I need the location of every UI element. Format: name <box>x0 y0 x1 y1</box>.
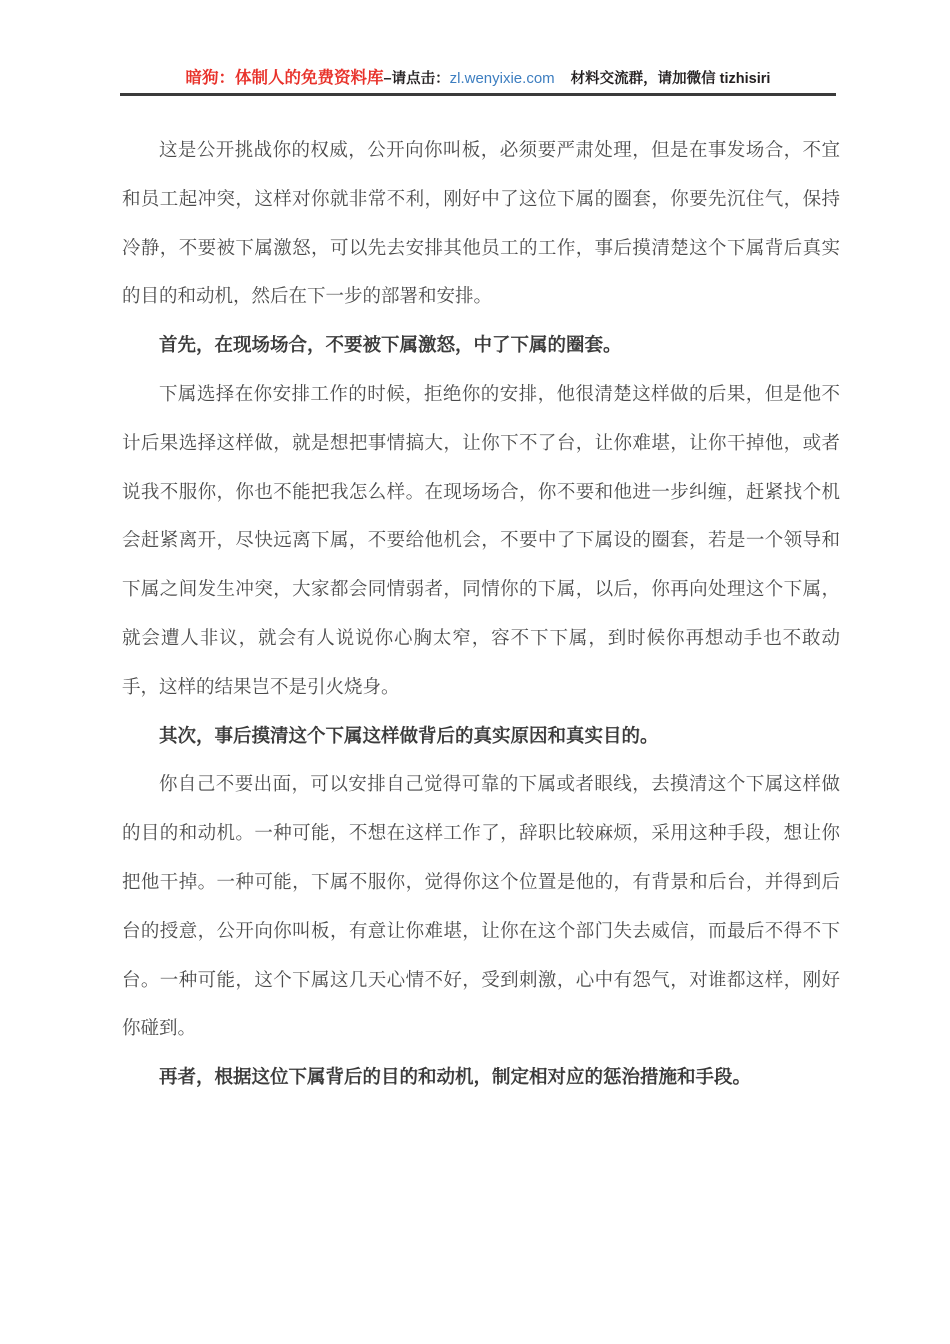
document-body <box>122 126 840 1102</box>
header-divider-rule <box>120 93 836 96</box>
section-heading: 其次，事后摸清这个下属这样做背后的真实原因和真实目的。 <box>159 724 659 746</box>
body-paragraph: 下属选择在你安排工作的时候，拒绝你的安排，他很清楚这样做的后果，但是他不计后果选择这样做，就是想把事情搞大，让你下不了台，让你难堪，让你干掉他，或者说我不服你，你也不能把我怎么样。在现场场合，你不要和他进一步纠缠，赶紧找个机会赶紧离开，尽快远离下属，不要给他机会，不要中了下属设的圈套，若是一个领导和下属之间发生冲突，大家都会同情弱者，同情你的下属，以后，你再向处理这个下属，就会遭人非议，就会有人说说你心胸太窄，容不下下属，到时候你再想动手也不敢动手，这样的结果岂不是引火烧身。 <box>122 382 840 697</box>
section-heading: 首先，在现场场合，不要被下属激怒，中了下属的圈套。 <box>159 334 622 356</box>
promo-wechat-text: 材料交流群，请加微信 tizhisiri <box>570 70 771 87</box>
promo-header-banner <box>120 60 836 96</box>
promo-prompt-text: –请点击： <box>383 70 450 87</box>
promo-header-line <box>186 70 771 87</box>
section-heading: 再者，根据这位下属背后的目的和动机，制定相对应的惩治措施和手段。 <box>159 1066 752 1088</box>
promo-website-link[interactable]: zl.wenyixie.com <box>449 69 555 87</box>
body-paragraph: 你自己不要出面，可以安排自己觉得可靠的下属或者眼线，去摸清这个下属这样做的目的和动机。一种可能，不想在这样工作了，辞职比较麻烦，采用这种手段，想让你把他干掉。一种可能，下属不服你，觉得你这个位置是他的，有背景和后台，并得到后台的授意，公开向你叫板，有意让你难堪，让你在这个部门失去威信，而最后不得不下台。一种可能，这个下属这几天心情不好，受到刺激，心中有怨气，对谁都这样，刚好你碰到。 <box>122 773 840 1039</box>
promo-brand-text: 暗狗：体制人的免费资料库 <box>185 68 384 87</box>
body-paragraph: 这是公开挑战你的权威，公开向你叫板，必须要严肃处理，但是在事发场合，不宜和员工起冲突，这样对你就非常不利，刚好中了这位下属的圈套，你要先沉住气，保持冷静，不要被下属激怒，可以先去安排其他员工的工作，事后摸清楚这个下属背后真实的目的和动机，然后在下一步的部署和安排。 <box>122 139 840 307</box>
